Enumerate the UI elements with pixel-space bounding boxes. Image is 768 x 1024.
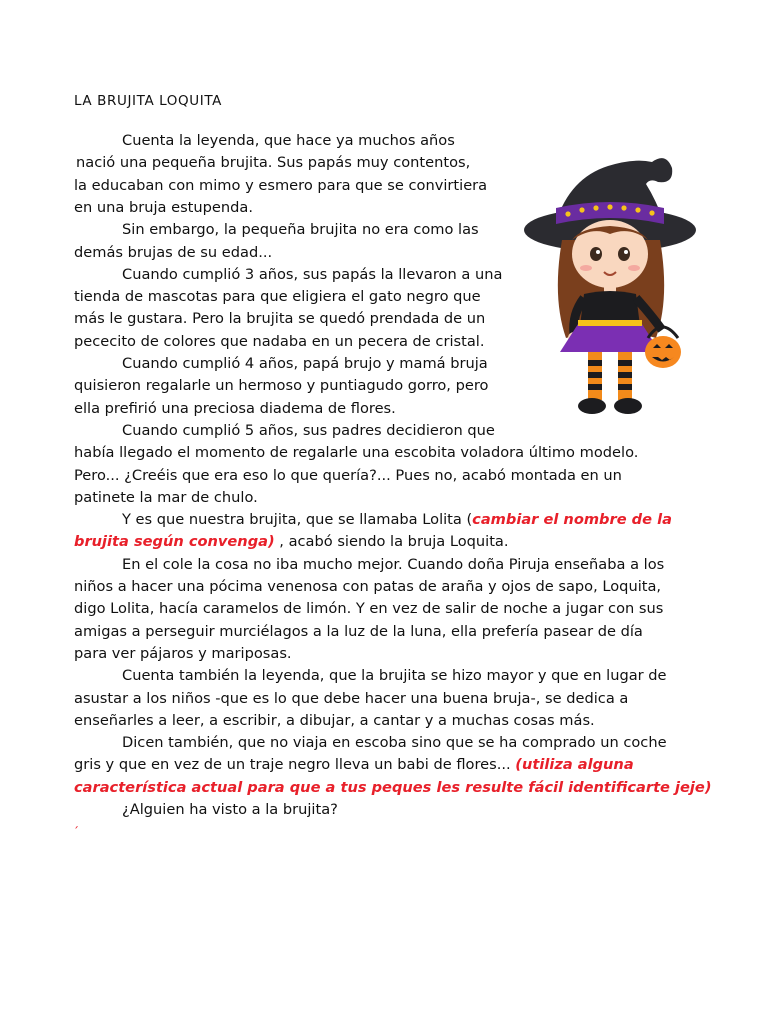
story-text: gris y que en vez de un traje negro lleva un babi de flores... [74, 756, 516, 774]
story-text: amigas a perseguir murciélagos a la luz de la luna, ella prefería pasear de día [74, 622, 643, 640]
story-text: la educaban con mimo y esmero para que se convirtiera [74, 176, 488, 194]
stray-mark: ´ [73, 825, 79, 839]
story-text: Sin embargo, la pequeña brujita no era como las [122, 221, 479, 239]
story-text: en una bruja estupenda. [74, 198, 253, 216]
story-text: Cuando cumplió 4 años, papá brujo y mamá bruja [122, 355, 488, 372]
story-line [74, 487, 258, 509]
story-text: quisieron regalarle un hermoso y puntiagudo gorro, pero [74, 377, 489, 395]
story-text: Cuenta la leyenda, que hace ya muchos años [122, 132, 455, 149]
editor-note: cambiar el nombre de la [472, 511, 672, 529]
story-text: ella prefirió una preciosa diadema de flores. [74, 399, 396, 417]
story-line [74, 643, 292, 665]
story-text: demás brujas de su edad... [74, 243, 273, 261]
story-line [122, 264, 502, 286]
story-text: más le gustara. Pero la brujita se quedó prendada de un [74, 310, 486, 328]
story-line [74, 710, 595, 732]
witch-girl-illustration-icon [522, 148, 700, 420]
story-line [74, 286, 481, 308]
document-title: LA BRUJITA LOQUITA [74, 93, 222, 109]
story-text: Pero... ¿Creéis que era eso lo que quería?... Pues no, acabó montada en un [74, 466, 622, 484]
story-line [74, 465, 622, 487]
editor-note: (utiliza alguna [515, 756, 634, 774]
story-text: pececito de colores que nadaba en un pecera de cristal. [74, 332, 485, 350]
story-line [74, 197, 253, 219]
story-text: enseñarles a leer, a escribir, a dibujar, a cantar y a muchas cosas más. [74, 711, 595, 729]
story-text: Cuenta también la leyenda, que la brujita se hizo mayor y que en lugar de [122, 667, 667, 685]
story-text: Dicen también, que no viaja en escoba sino que se ha comprado un coche [122, 734, 667, 752]
story-line [74, 688, 628, 710]
story-line [74, 331, 484, 353]
editor-note: brujita según convenga) [74, 533, 275, 551]
story-text: digo Lolita, hacía caramelos de limón. Y en vez de salir de noche a jugar con sus [74, 600, 664, 618]
story-line [74, 175, 487, 197]
story-text: Cuando cumplió 5 años, sus padres decidieron que [122, 421, 495, 439]
story-line [74, 777, 712, 799]
story-line [122, 732, 667, 754]
story-text: tienda de mascotas para que eligiera el gato negro que [74, 288, 481, 306]
story-line [74, 754, 634, 776]
story-text: Y es que nuestra brujita, que se llamaba Lolita ( [122, 511, 473, 529]
story-line [122, 799, 338, 821]
story-text: En el cole la cosa no iba mucho mejor. Cuando doña Piruja enseñaba a los [122, 555, 665, 573]
story-line [74, 442, 638, 464]
editor-note: característica actual para que a tus peques les resulte fácil identificarte jeje) [74, 778, 712, 796]
story-text: Cuando cumplió 3 años, sus papás la llevaron a una [122, 265, 503, 283]
story-line [74, 375, 488, 397]
story-text: había llegado el momento de regalarle una escobita voladora último modelo. [74, 444, 639, 462]
story-line [122, 353, 488, 375]
story-line [74, 308, 485, 330]
story-line [122, 130, 455, 152]
story-text: ¿Alguien ha visto a la brujita? [122, 801, 338, 818]
story-line [74, 398, 396, 420]
story-line [74, 531, 509, 553]
story-line [74, 242, 272, 264]
story-text: patinete la mar de chulo. [74, 488, 258, 506]
story-line [122, 554, 664, 576]
story-text: niños a hacer una pócima venenosa con patas de araña y ojos de sapo, Loquita, [74, 578, 662, 595]
story-line [122, 509, 672, 531]
story-text: , acabó siendo la bruja Loquita. [274, 533, 509, 551]
story-line [122, 665, 667, 687]
story-text: asustar a los niños -que es lo que debe hacer una buena bruja-, se dedica a [74, 689, 629, 707]
story-text: nació una pequeña brujita. Sus papás muy contentos, [76, 154, 471, 172]
story-text: para ver pájaros y mariposas. [74, 644, 292, 662]
story-line [122, 420, 495, 442]
story-line [74, 598, 663, 620]
story-line [122, 219, 479, 241]
story-line [74, 621, 643, 643]
story-line [74, 576, 661, 598]
story-line [76, 152, 470, 174]
